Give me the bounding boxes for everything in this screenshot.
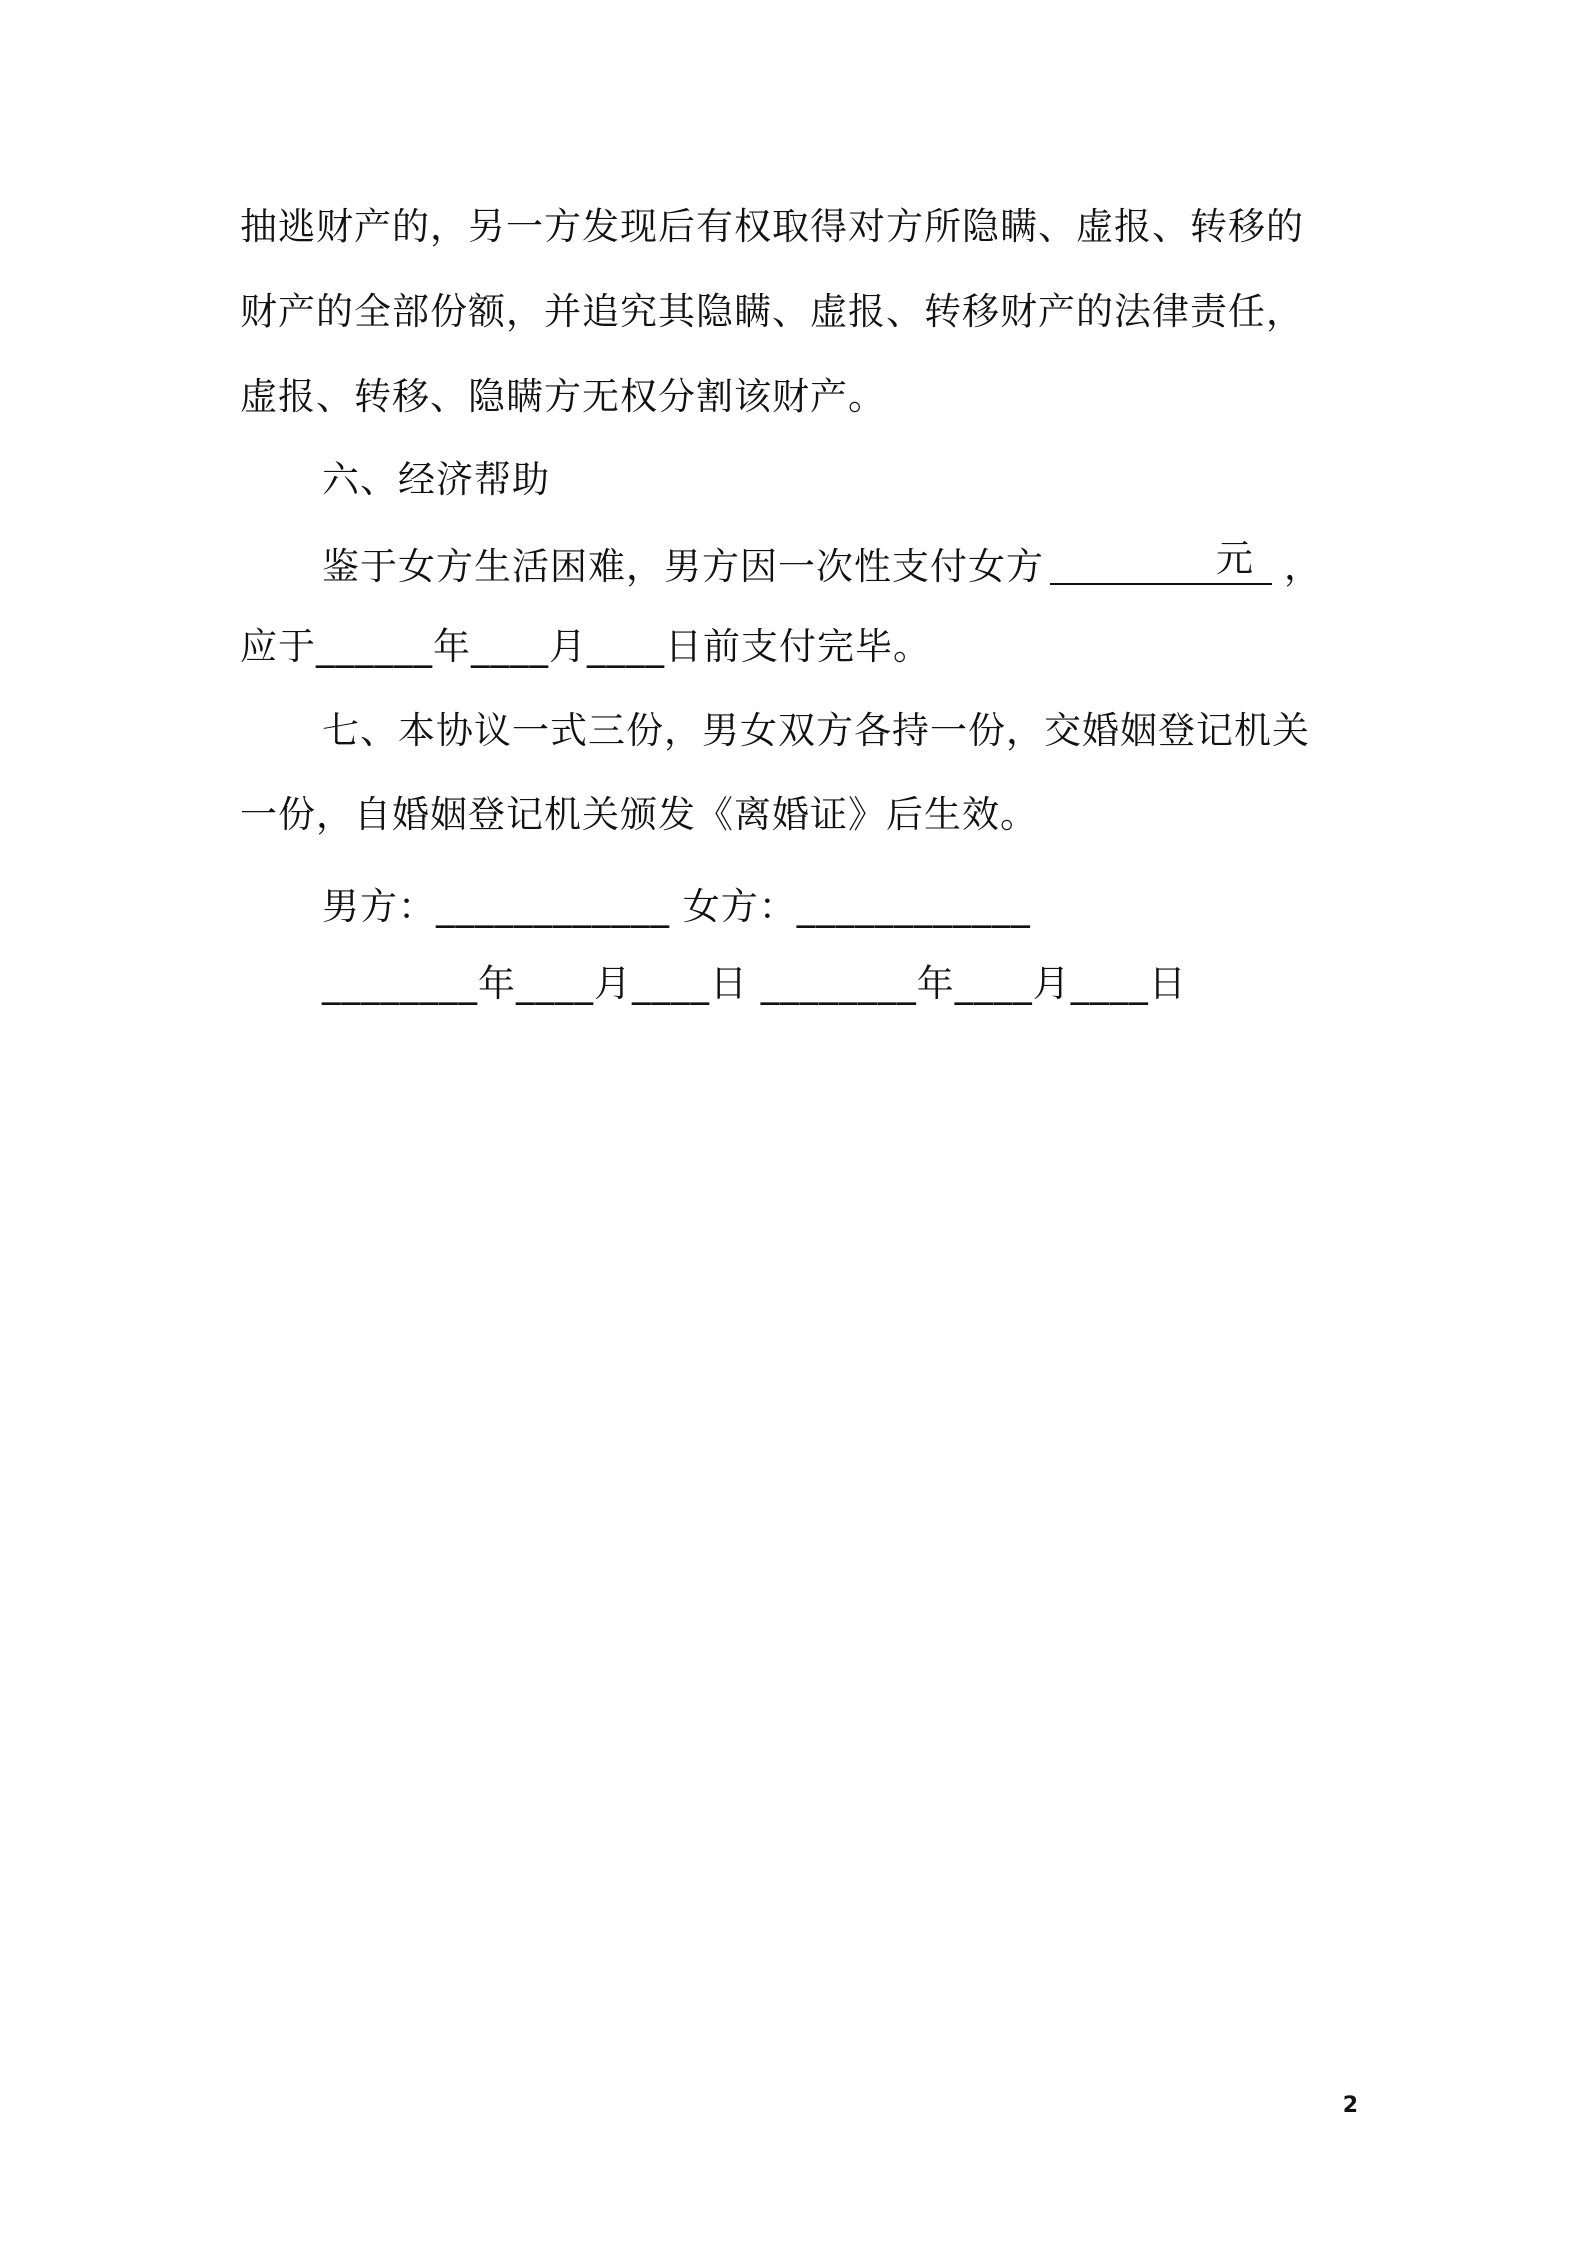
economic-help-text: 鉴于女方生活困难，男方因一次性支付女方 (322, 545, 1044, 588)
comma-text: ， (1284, 545, 1322, 588)
section-6-heading: 六、经济帮助 (322, 458, 550, 501)
body-text-line-1: 抽逃财产的，另一方发现后有权取得对方所隐瞒、虚报、转移的 (240, 205, 1304, 248)
page-number: 2 (1342, 2093, 1358, 2118)
payment-deadline-line: 应于______年____月____日前支付完毕。 (240, 625, 931, 668)
signature-line: 男方：____________ 女方：____________ (322, 885, 1031, 928)
section-7-line-1: 七、本协议一式三份，男女双方各持一份，交婚姻登记机关 (322, 709, 1310, 752)
body-text-line-3: 虚报、转移、隐瞒方无权分割该财产。 (240, 375, 886, 418)
currency-unit: 元 (1216, 537, 1254, 580)
amount-blank[interactable] (1050, 537, 1272, 585)
date-line: ________年____月____日 ________年____月____日 (322, 962, 1187, 1005)
economic-help-line (322, 537, 1322, 588)
body-text-line-2: 财产的全部份额，并追究其隐瞒、虚报、转移财产的法律责任， (240, 290, 1304, 333)
section-7-line-2: 一份，自婚姻登记机关颁发《离婚证》后生效。 (240, 793, 1038, 836)
